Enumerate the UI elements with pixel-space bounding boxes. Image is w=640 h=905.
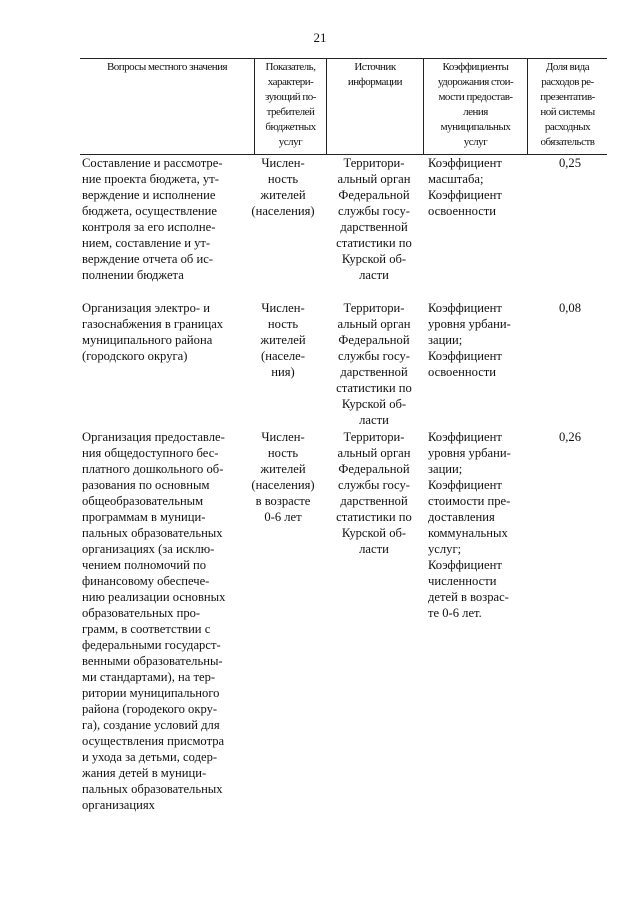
- row3-issue: Организация предоставле- ния общедоступного бес- платного дошкольного об- разования по основным общеобразовательным программам в муници- пальных образовательных организациях (за исклю- чением полномочий по финансовому обеспече- нию реализации основных образовательных про- грамм, в соответствии с федеральными государст- венными образовательны- ми стандартами), на тер- ритории муниципального района (городекого окру- га), создание условий для осуществления присмотра и ухода за детьми, содер- жания детей в муници- пальных образовательных организациях: [82, 430, 226, 812]
- row1-indicator: Числен- ность жителей (населения): [251, 156, 315, 218]
- header-coefficients: Коэффициенты удорожания стои- мости предостав- ления муниципальных услуг: [437, 61, 514, 148]
- row2-source: Территори- альный орган Федеральной службы госу- дарственной статистики по Курской об- ласти: [336, 301, 412, 427]
- header-issues: Вопросы местного значения: [106, 61, 228, 73]
- row2-indicator: Числен- ность жителей (населе- ния): [260, 301, 306, 379]
- header-indicator: Показатель, характери- зующий по- требителей бюджетных услуг: [265, 61, 316, 148]
- row3-source: Территори- альный орган Федеральной службы госу- дарственной статистики по Курской об- ласти: [336, 430, 412, 556]
- header-source: Источник информации: [347, 61, 403, 88]
- row2-coefficients: Коэффициент уровня урбани- зации; Коэффициент освоенности: [428, 301, 511, 379]
- row2-share: 0,08: [558, 301, 582, 315]
- row3-indicator: Числен- ность жителей (населения) в возрасте 0-6 лет: [251, 430, 315, 524]
- row1-coefficients: Коэффициент масштаба; Коэффициент освоенности: [428, 156, 502, 218]
- row2-issue: Организация электро- и газоснабжения в границах муниципального района (городского округа): [82, 301, 224, 363]
- header-share: Доля вида расходов ре- презентатив- ной системы расходных обязательств: [540, 61, 595, 148]
- row3-share: 0,26: [558, 430, 582, 444]
- table-header: [80, 58, 607, 155]
- row3-coefficients: Коэффициент уровня урбани- зации; Коэффициент стоимости пре- доставления коммунальных услуг; Коэффициент численности детей в возрас- те 0-6 лет.: [428, 430, 511, 620]
- row1-share: 0,25: [558, 156, 582, 170]
- row1-source: Территори- альный орган Федеральной службы госу- дарственной статистики по Курской об- ласти: [336, 156, 412, 282]
- row1-issue: Составление и рассмотре- ние проекта бюджета, ут- верждение и исполнение бюджета, осуществление контроля за его исполне- нием, составление и ут- верждение отчета об ис- полнении бюджета: [82, 156, 223, 282]
- page-number: 21: [313, 30, 327, 45]
